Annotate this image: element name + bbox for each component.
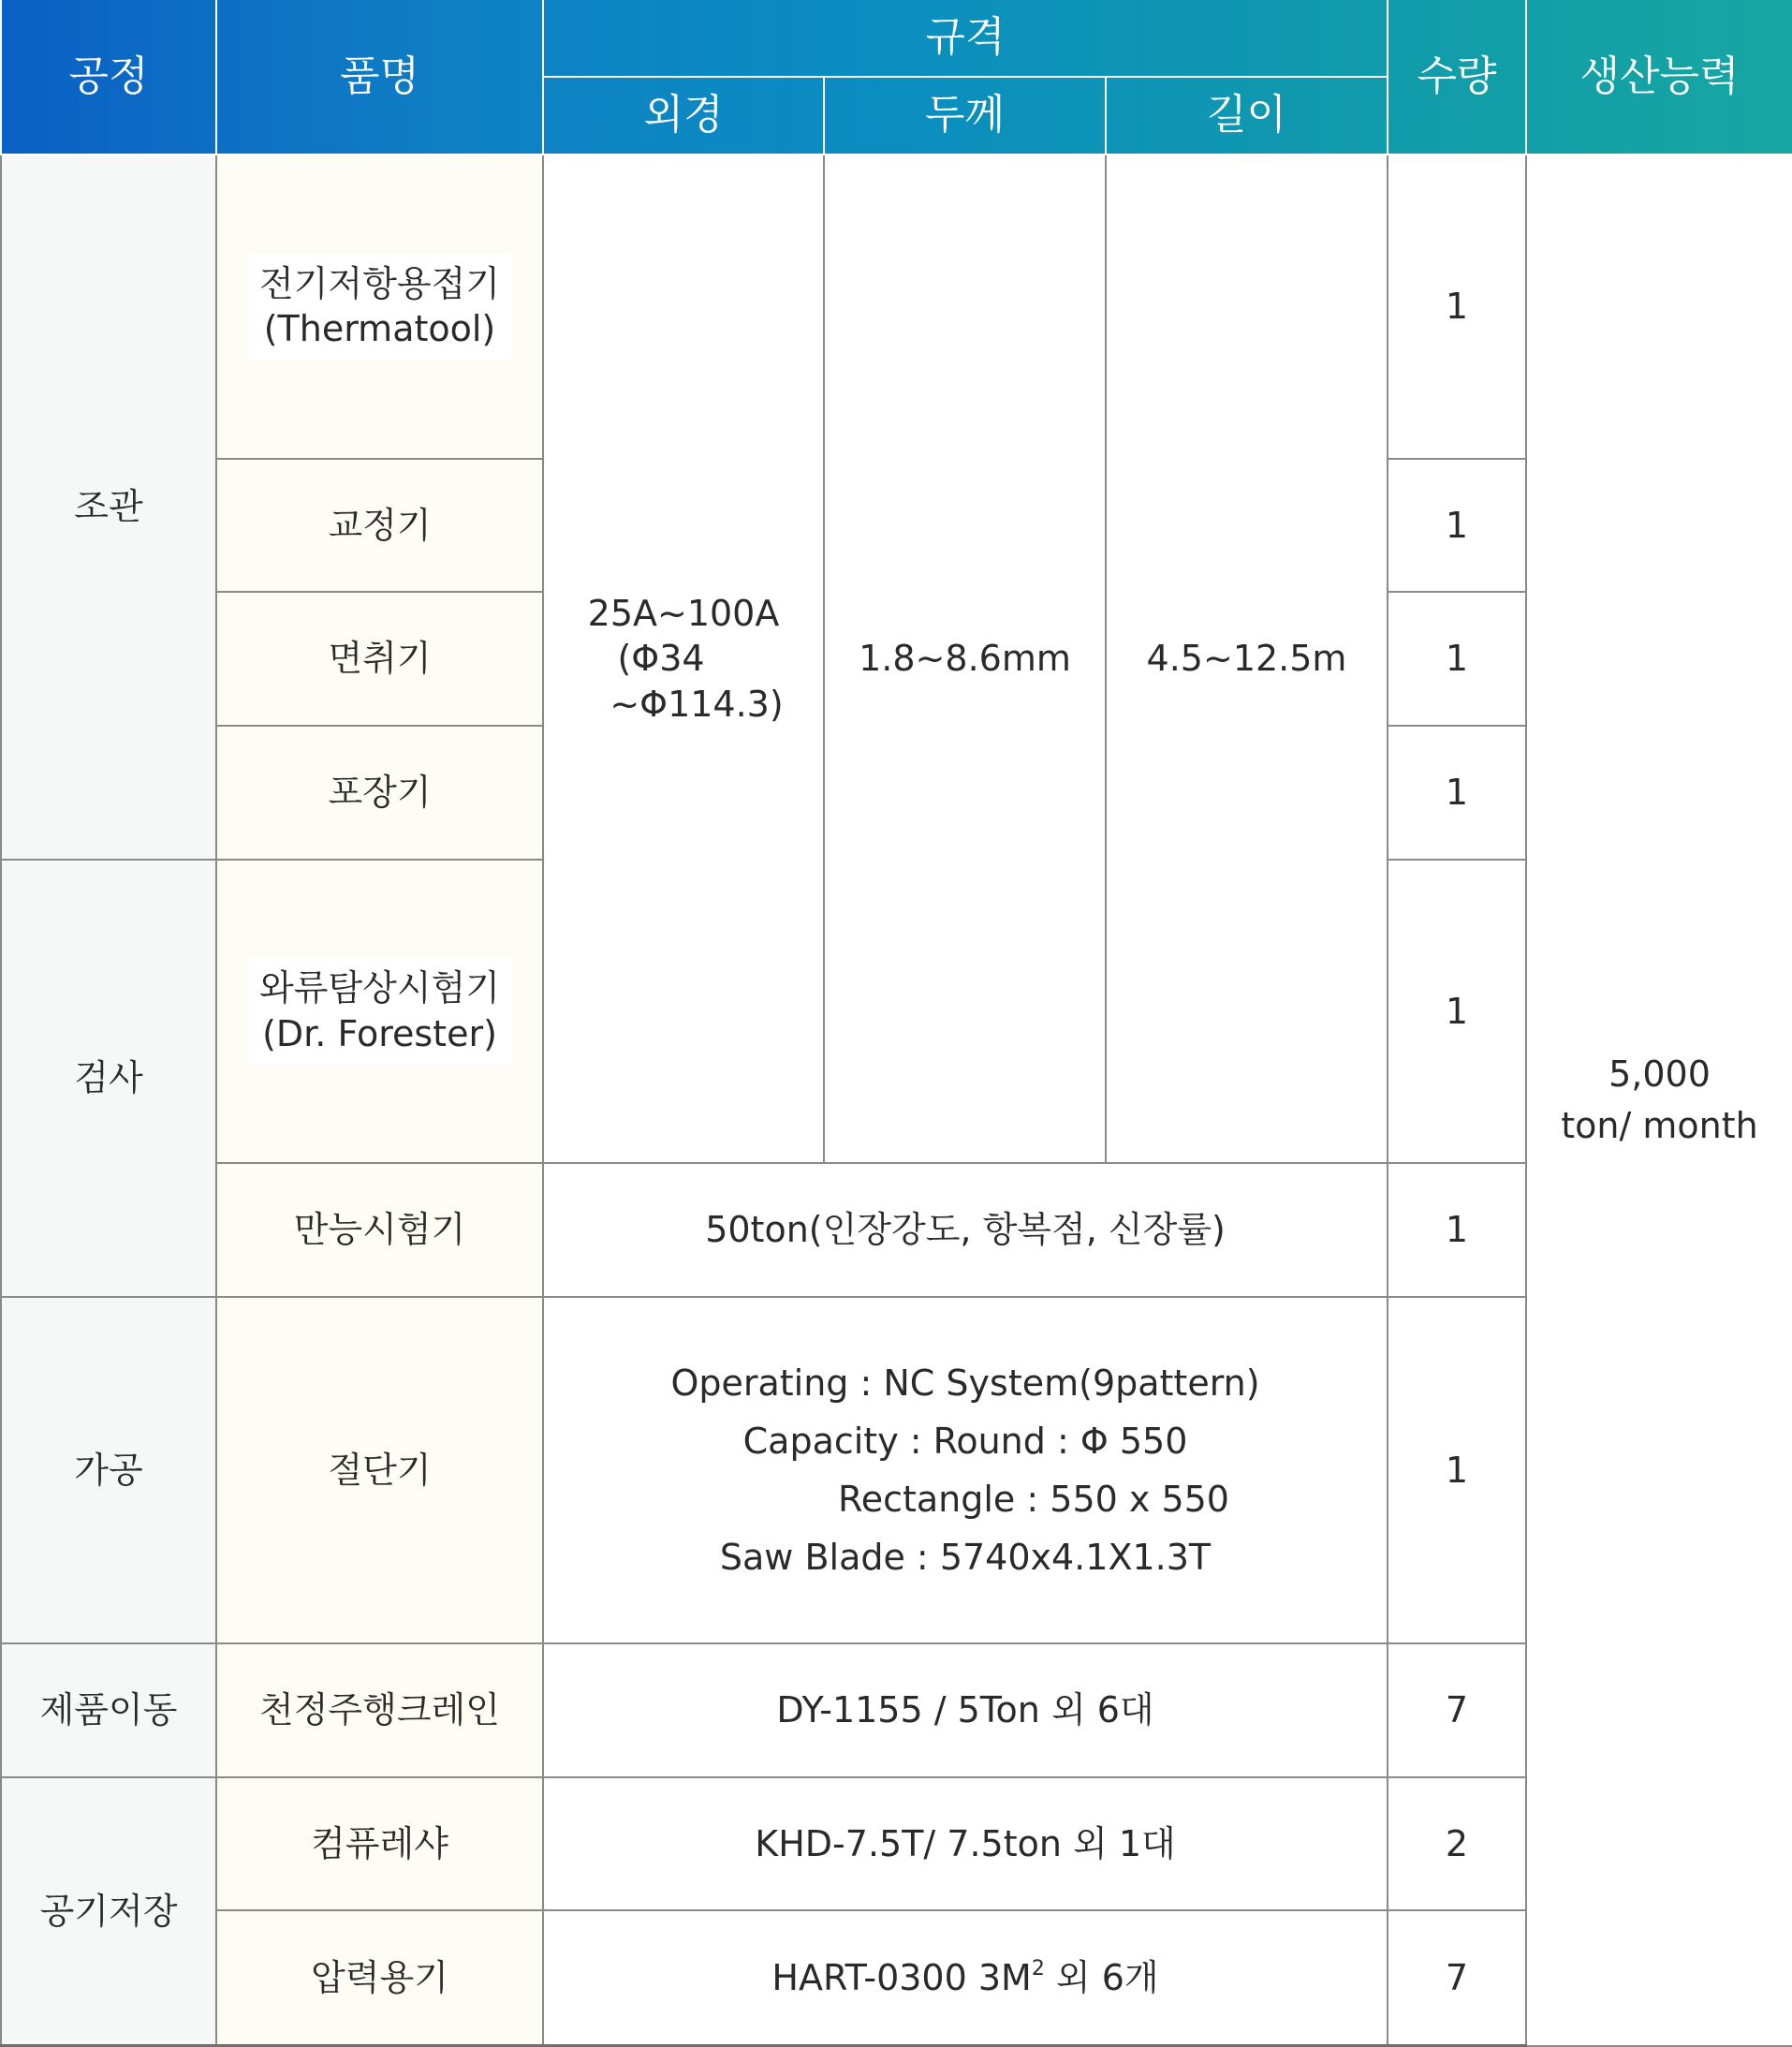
quantity-cell: 1 (1388, 155, 1526, 459)
outer-diameter-line: ~Φ114.3) (610, 684, 784, 726)
header-spec: 규격 (543, 0, 1388, 77)
item-model: (Dr. Forester) (262, 1013, 497, 1055)
quantity-cell: 1 (1388, 726, 1526, 860)
quantity-cell: 1 (1388, 1297, 1526, 1643)
item-name: 와류탐상시험기 (259, 967, 500, 1009)
spec-pressure-vessel (543, 1910, 1388, 2045)
table-header (1, 0, 1792, 155)
spec-cutter (543, 1297, 1388, 1643)
item-packing-machine: 포장기 (216, 726, 543, 860)
table-row (1, 1910, 1792, 2045)
capacity-value: 5,000 (1608, 1053, 1711, 1096)
process-pipe-making: 조관 (1, 155, 216, 860)
outer-diameter-line: 25A~100A (587, 592, 780, 634)
table-row (1, 1777, 1792, 1911)
item-pressure-vessel: 압력용기 (216, 1910, 543, 2045)
item-eddy-current-tester (216, 860, 543, 1164)
header-quantity: 수량 (1388, 0, 1526, 155)
capacity-cell (1526, 155, 1792, 2046)
table-row (1, 1297, 1792, 1643)
spec-compressor: KHD-7.5T/ 7.5ton 외 1대 (543, 1777, 1388, 1911)
quantity-cell: 7 (1388, 1643, 1526, 1777)
spec-thickness: 1.8~8.6mm (824, 155, 1106, 1163)
quantity-cell: 1 (1388, 860, 1526, 1164)
process-inspection: 검사 (1, 860, 216, 1297)
header-capacity: 생산능력 (1526, 0, 1792, 155)
item-straightener: 교정기 (216, 459, 543, 593)
item-label-box (248, 254, 511, 360)
cutter-spec-line: Operating : NC System(9pattern) (670, 1362, 1260, 1405)
quantity-cell: 7 (1388, 1910, 1526, 2045)
quantity-cell: 1 (1388, 459, 1526, 593)
cutter-spec-line: Saw Blade : 5740x4.1X1.3T (719, 1537, 1212, 1579)
table-row (1, 155, 1792, 459)
item-label-box (248, 958, 511, 1064)
item-universal-tester: 만능시험기 (216, 1163, 543, 1297)
header-length: 길이 (1106, 77, 1388, 155)
quantity-cell: 2 (1388, 1777, 1526, 1911)
process-machining: 가공 (1, 1297, 216, 1643)
superscript-2: 2 (1031, 1956, 1045, 1981)
process-air-storage: 공기저장 (1, 1777, 216, 2046)
item-cutter: 절단기 (216, 1297, 543, 1643)
spec-universal-tester: 50ton(인장강도, 항복점, 신장률) (543, 1163, 1388, 1297)
item-erw-welder (216, 155, 543, 459)
header-process: 공정 (1, 0, 216, 155)
spec-overhead-crane: DY-1155 / 5Ton 외 6대 (543, 1643, 1388, 1777)
cutter-spec-lines (670, 1354, 1259, 1586)
item-chamfering-machine: 면취기 (216, 592, 543, 726)
header-item: 품명 (216, 0, 543, 155)
header-thickness: 두께 (824, 77, 1106, 155)
cutter-spec-line: Capacity : Round : Φ 550 (742, 1421, 1188, 1463)
item-overhead-crane: 천정주행크레인 (216, 1643, 543, 1777)
item-compressor: 컴퓨레샤 (216, 1777, 543, 1911)
spec-pressure-vessel-main: HART-0300 3M (771, 1956, 1032, 1998)
outer-diameter-line: (Φ34 (617, 638, 705, 680)
process-product-moving: 제품이동 (1, 1643, 216, 1777)
table-row (1, 1643, 1792, 1777)
spec-outer-diameter (543, 155, 824, 1163)
header-outer-diameter: 외경 (543, 77, 824, 155)
cutter-spec-line: Rectangle : 550 x 550 (838, 1479, 1229, 1521)
spec-length: 4.5~12.5m (1106, 155, 1388, 1163)
spec-pressure-vessel-tail: 외 6개 (1044, 1956, 1159, 1998)
table-body (1, 155, 1792, 2046)
item-name: 전기저항용접기 (259, 262, 500, 304)
quantity-cell: 1 (1388, 1163, 1526, 1297)
item-model: (Thermatool) (263, 308, 496, 350)
capacity-unit: ton/ month (1561, 1104, 1758, 1146)
table-row (1, 1163, 1792, 1297)
quantity-cell: 1 (1388, 592, 1526, 726)
